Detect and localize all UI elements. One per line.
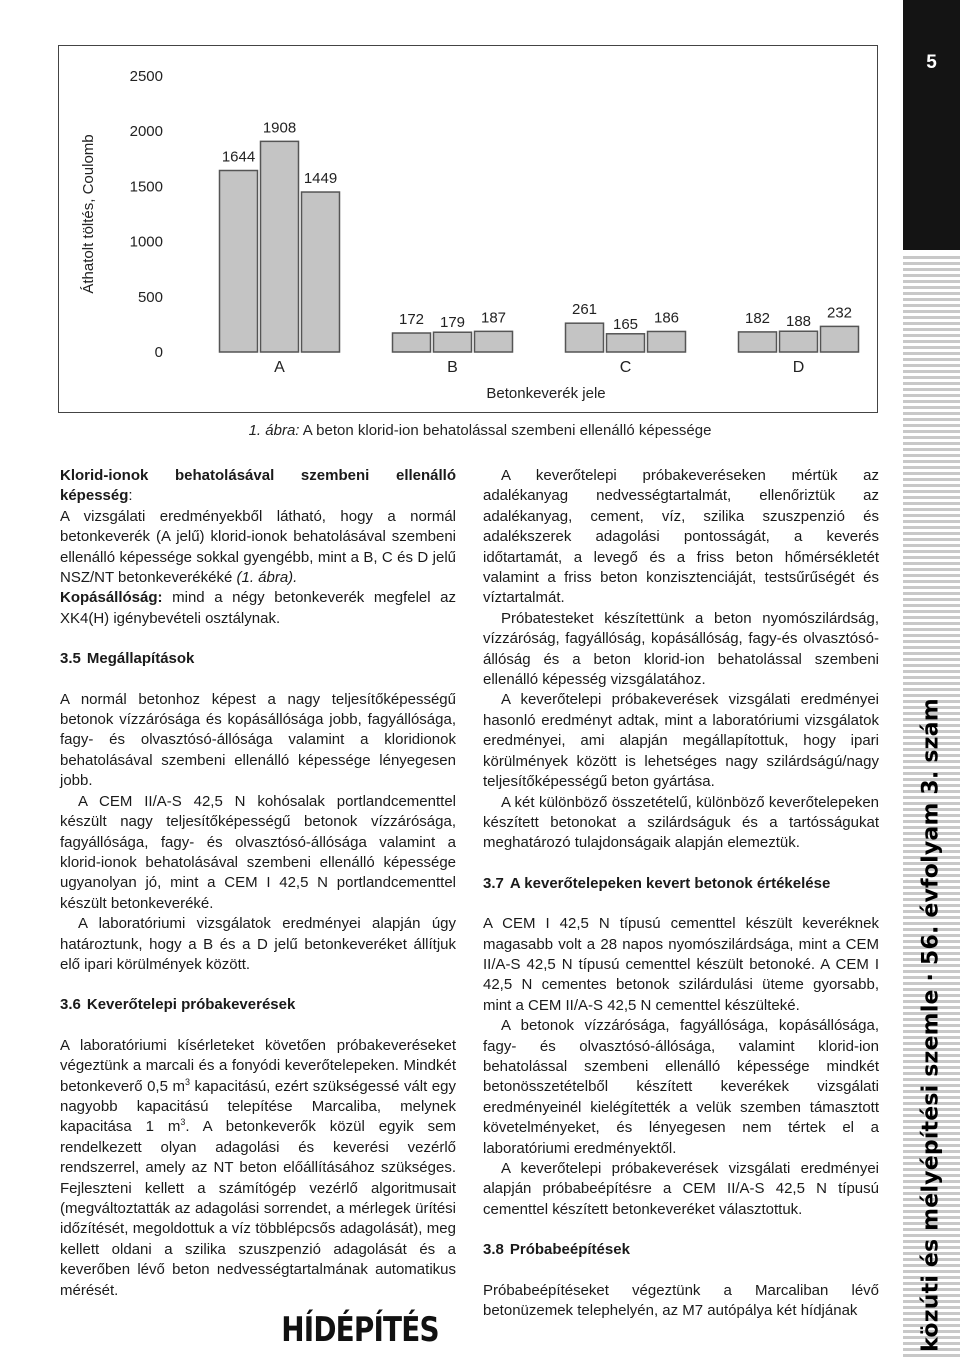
paragraph: A két különböző összetételű, különböző keverőtelepeken készített betonokat a szilárdságuk és a tartósságukat meghatározó tulajdonságaik alapján elemeztük. (483, 793, 879, 852)
figure-caption (0, 422, 960, 439)
section-title: Keverőtelepi próbakeverések (86, 996, 296, 1014)
data-label: 1908 (262, 119, 297, 137)
journal-title: közúti és mélyépítési szemle · 56. évfolyam 3. szám (918, 698, 944, 1352)
chloride-colon: : (128, 487, 133, 505)
y-tick-label: 1500 (129, 178, 163, 196)
data-label: 188 (785, 313, 812, 331)
abrasion-heading: Kopásállóság: (60, 589, 163, 607)
section-number: 3.5 (60, 650, 81, 668)
x-category-label: A (274, 359, 285, 376)
section-heading-3-5 (60, 649, 456, 669)
y-tick-label: 2500 (129, 68, 163, 85)
y-tick-label: 1000 (129, 233, 163, 251)
x-category-label: D (792, 359, 805, 376)
bar (780, 331, 818, 352)
bar (821, 326, 859, 352)
section-heading-3-6 (60, 995, 456, 1015)
x-category-label: C (619, 359, 632, 376)
superscript: 3 (184, 1076, 190, 1087)
data-label: 261 (571, 301, 598, 319)
section-heading-3-8 (483, 1240, 879, 1260)
footer-logo: HÍDÉPÍTÉS (281, 1310, 439, 1350)
y-tick-label: 0 (154, 344, 163, 361)
y-tick-label: 500 (137, 288, 163, 306)
bar (261, 141, 299, 352)
section-title: Megállapítások (86, 650, 195, 668)
paragraph: A CEM I 42,5 N típusú cementtel készült keveréknek magasabb volt a 28 napos nyomószilárdsága, mint a CEM II/A-S 42,5 N típusú cementtel készült betonoké. A CEM I 42,5 N cementes betonok szilárdulási üteme gyorsabb, mint a CEM II/A-S 42,5 N cementtel készülteké. (483, 915, 879, 1014)
side-band-dark (903, 0, 960, 250)
paragraph-chloride (60, 466, 456, 588)
superscript: 3 (180, 1117, 186, 1128)
y-tick-label: 2000 (129, 123, 163, 141)
paragraph: Próbabeépítéseket végeztünk a Marcaliban lévő betonüzemek telephelyén, az M7 autópálya két hídjának (483, 1281, 879, 1320)
bar (393, 333, 431, 352)
journal-title-wrap (908, 698, 954, 1352)
paragraph-mixing (60, 1036, 456, 1301)
bar (302, 192, 340, 352)
bar (566, 323, 604, 352)
bar (434, 332, 472, 352)
chloride-figure-ref: (1. ábra). (236, 569, 298, 587)
data-label: 1644 (221, 148, 256, 166)
bar (739, 332, 777, 352)
paragraph: A keverőtelepi próbakeverések vizsgálati eredményei alapján próbabeépítésre a CEM II/A-S 42,5 N típusú cementtel készített betonkeveréket választottuk. (483, 1160, 879, 1218)
section-number: 3.7 (483, 874, 504, 892)
text-run: kapacitású, ezért szükségessé vált egy nagyobb kapacitású telepítése Marcaliba, melynek kapacitása 1 m (60, 1077, 456, 1136)
bar-chart (59, 46, 877, 412)
x-category-label: B (447, 359, 458, 376)
paragraph: A keverőtelepi próbakeveréseken mértük az adalékanyag nedvességtartalmát, ellenőriztük az adalékanyag, cement, víz, szilika szuszpenzió és adalékszerek adagolási pontosságát, a keverés időtartamát, a levegő és a friss beton hőmérsékletét valamint a friss beton konzisztenciáját, testsűrűségét és víztartalmát. (483, 467, 879, 607)
left-column (60, 466, 456, 1301)
data-label: 165 (612, 315, 639, 333)
paragraph-abrasion (60, 588, 456, 629)
section-number: 3.8 (483, 1241, 504, 1259)
data-label: 179 (439, 314, 466, 332)
bar (220, 171, 258, 352)
abrasion-body: mind a négy betonkeverék megfelel az XK4(H) igénybevételi osztálynak. (60, 589, 456, 627)
data-label: 186 (653, 309, 680, 327)
y-axis-label: Áthatolt töltés, Coulomb (80, 134, 97, 294)
data-label: 232 (826, 304, 853, 322)
figure-caption-text: A beton klorid-ion behatolással szembeni ellenálló képessége (299, 422, 712, 439)
figure-chart (58, 45, 878, 413)
section-number: 3.6 (60, 996, 81, 1014)
bar (475, 331, 513, 352)
figure-caption-number: 1. ábra: (248, 422, 300, 439)
page-number: 5 (926, 52, 937, 73)
data-label: 1449 (303, 170, 338, 188)
data-label: 182 (744, 309, 771, 327)
bar (607, 334, 645, 352)
data-label: 187 (480, 309, 507, 327)
section-heading-3-7 (483, 874, 879, 894)
section-title: Próbabeépítések (509, 1241, 630, 1259)
right-column (483, 466, 879, 1321)
data-label: 172 (398, 311, 425, 329)
paragraph: A laboratóriumi vizsgálatok eredményei alapján úgy határoztunk, hogy a B és a D jelű betonkeveréket állítjuk elő ipari körülmények között. (60, 915, 456, 973)
section-title: A keverőtelepeken kevert betonok értékelése (509, 874, 831, 892)
paragraph: A keverőtelepi próbakeverések vizsgálati eredményei hasonló eredményt adtak, mint a laboratóriumi vizsgálatok eredményei, ami alapján megállapítottuk, hogy ipari körülmények között is lehetséges nagy szilárdságú/nagy teljesítőképességű beton gyártása. (483, 691, 879, 791)
text-run: A laboratóriumi kísérleteket követően próbakeveréseket végeztünk a marcali és a fonyódi keverőtelepeken. Mindkét betonkeverő 0,5 m (60, 1036, 456, 1095)
paragraph: Próbatesteket készítettünk a beton nyomószilárdság, vízzáróság, fagyállóság, kopásállóság, fagy-és olvasztósó-állóság és a beton klorid-ion behatolással szembeni ellenálló képesség vizsgálatához. (483, 609, 879, 689)
x-axis-label: Betonkeverék jele (486, 385, 606, 402)
paragraph: A CEM II/A-S 42,5 N kohósalak portlandcementtel készült nagy teljesítőképességű betonok vízzárósága, fagyállósága, fagy- és olvasztósó-állósága valamint a klorid-ionok behatolásával szembeni ellenálló képessége ugyanolyan jó, mint a CEM I 42,5 N portlandcementtel készült betonkeveréké. (60, 792, 456, 912)
bar (648, 331, 686, 352)
chloride-body: A vizsgálati eredményekből látható, hogy a normál betonkeverék (A jelű) klorid-ionok behatolásával szembeni ellenálló képessége sokkal gyengébb, mint a B, C és D jelű NSZ/NT betonkeverékéké (60, 507, 456, 587)
text-run: . A betonkeverők közül egyik sem rendelkezett olyan adagolási és keverési vezérlő rendszerrel, amely az NT beton előállításához szükséges. Fejleszteni kellett a számítógép vezérlő algoritmusait (megváltoztatták az adagolási sorrendet, a mérlegek ürítési időzítését, megoldottuk a víz többlépcsős adagolását), meg kellett oldani a szilika szuszpenzió adagolását és a keverőben lévő beton nedvességtartalmának automatikus mérését. (60, 1118, 456, 1299)
paragraph: A normál betonhoz képest a nagy teljesítőképességű betonok vízzárósága és kopásállósága jobb, fagyállósága, fagy- és olvasztósó-állósága valamint a kloridionok behatolásával szembeni ellenálló képessége lényegesen jobb. (60, 690, 456, 790)
paragraph: A betonok vízzárósága, fagyállósága, kopásállósága, fagy- és olvasztósó-állósága, valamint klorid-ion behatolással szembeni ellenálló képessége mindkét betonösszetételből készített keverékek vizsgálati eredményeinél kielégítették a velük szemben támasztott követelményeket, és lényegesen nem tértek el a laboratóriumi eredményektől. (483, 1017, 879, 1157)
chloride-heading: Klorid-ionok behatolásával szembeni ellenálló képesség (60, 467, 456, 505)
